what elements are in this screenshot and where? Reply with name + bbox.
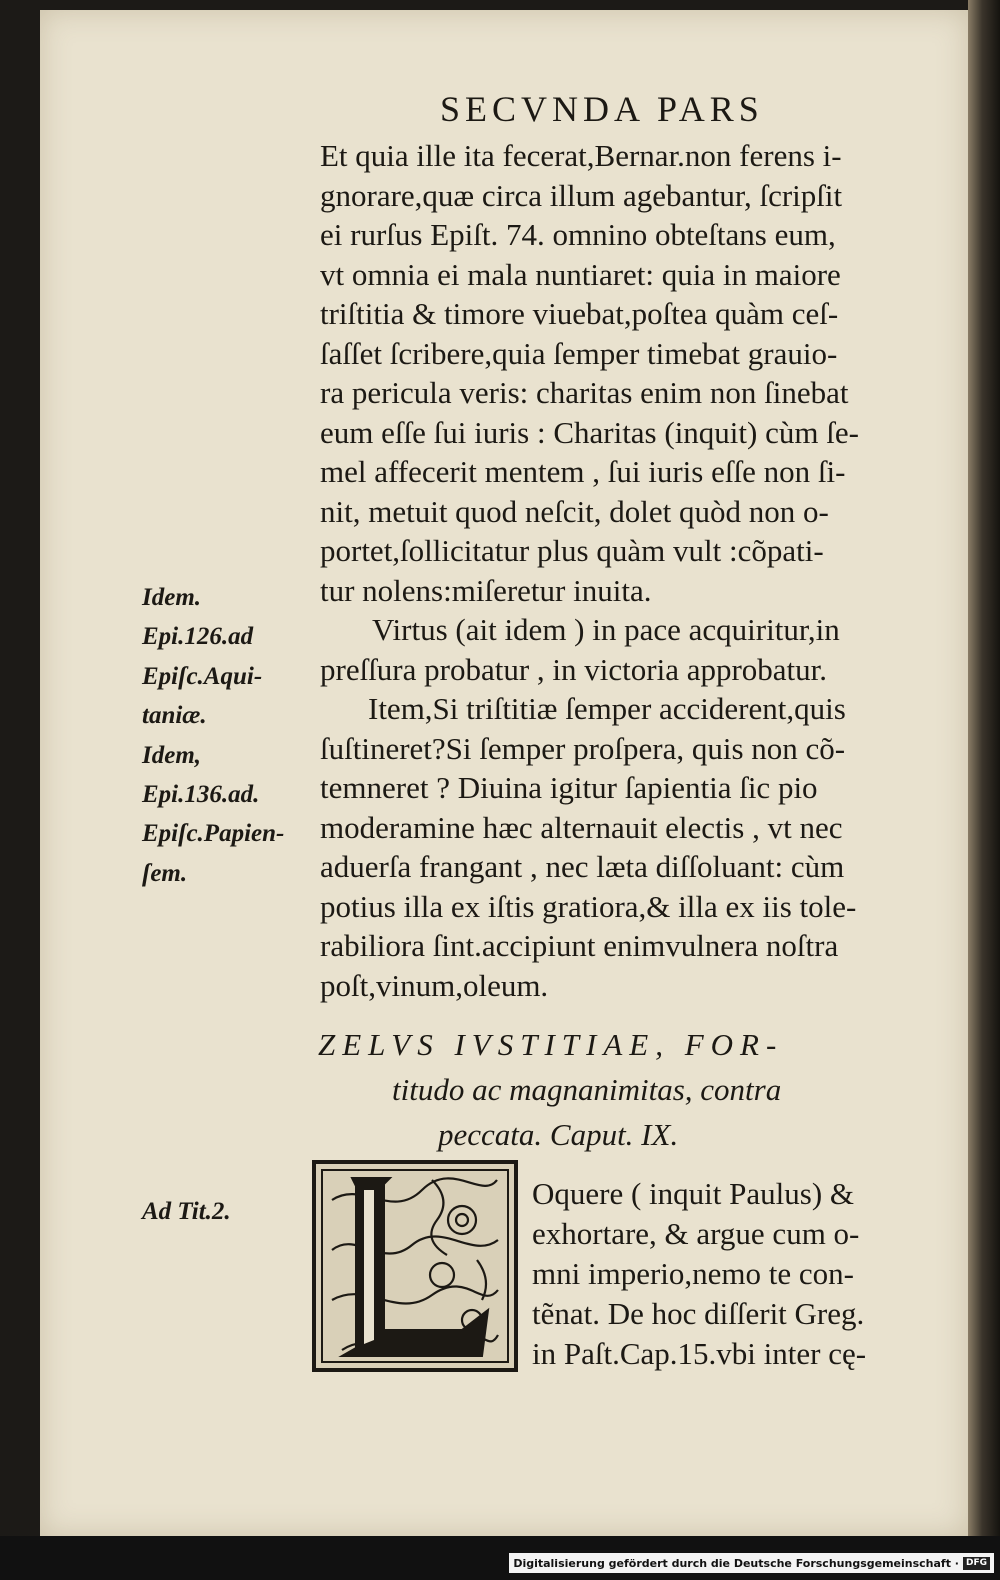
body-line: ra pericula veris: charitas enim non ſinebat [320,375,849,410]
body-line: mel affecerit mentem , ſui iuris eſſe non ſi- [320,454,846,489]
para-line: mni imperio,nemo te con- [532,1256,854,1291]
margin-note: Epi.136.ad. [142,781,260,809]
body-line: temneret ? Diuina igitur ſapientia ſic pio [320,770,818,805]
margin-note: Epi.126.ad [142,623,254,651]
heading-line-1: ZELVS IVSTITIAE, FOR- [318,1027,784,1062]
page-edge-shadow [968,0,1000,1545]
body-line: eum eſſe ſui iuris : Charitas (inquit) cùm ſe- [320,414,859,450]
body-line: potius illa ex iſtis gratiora,& illa ex iis tole- [320,888,857,924]
para-line: tẽnat. De hoc diſſerit Greg. [532,1296,865,1331]
margin-note: Idem. [142,584,202,611]
margin-note: ſem. [142,859,188,887]
decorated-initial-l [312,1160,518,1372]
body-line: ſuſtineret?Si ſemper proſpera, quis non cõ- [320,730,846,766]
margin-note: Epiſc.Papien- [142,820,285,848]
body-line: tur nolens:miſeretur inuita. [320,572,652,608]
para-line: in Paſt.Cap.15.vbi inter cę- [532,1336,867,1371]
running-head: SECVNDA PARS [440,89,764,129]
margin-notes [142,578,317,893]
body-line: portet,ſollicitatur plus quàm vult :cõpati- [320,533,824,568]
body-line: Virtus (ait idem ) in pace acquiritur,in [372,612,840,647]
digitization-footer [509,1553,994,1573]
dfg-logo: DFG [963,1557,990,1570]
body-line: ei rurſus Epiſt. 74. omnino obteſtans eum, [320,217,836,252]
body-line: aduerſa frangant , nec læta diſſoluant: cùm [320,849,845,884]
body-line: poſt,vinum,oleum. [320,967,549,1003]
heading-line-2: titudo ac magnanimitas, contra [392,1072,782,1107]
body-line: nit, metuit quod neſcit, dolet quòd non o- [320,493,829,529]
body-line: rabiliora ſint.accipiunt enimvulnera noſtra [320,928,839,963]
body-line: Et quia ille ita fecerat,Bernar.non ferens i- [320,138,842,173]
body-line: triſtitia & timore viuebat,poſtea quàm ceſ- [320,296,839,331]
body-text [320,136,932,1005]
para-line: exhortare, & argue cum o- [532,1216,860,1251]
margin-note: Idem, [142,741,202,769]
body-line: Item,Si triſtitiæ ſemper acciderent,quis [368,691,846,726]
body-line: moderamine hæc alternauit electis , vt nec [320,809,843,845]
body-line: ſaſſet ſcribere,quia ſemper timebat grauio- [320,335,838,371]
margin-note: taniæ. [142,702,207,730]
body-line: preſſura probatur , in victoria approbatur. [320,651,828,687]
paragraph-text [532,1174,932,1374]
footer-text: Digitalisierung gefördert durch die Deutsche Forschungsgemeinschaft · [513,1556,959,1570]
body-line: vt omnia ei mala nuntiaret: quia in maiore [320,256,841,292]
heading-line-3: peccata. Caput. IX. [438,1117,679,1152]
margin-note: Epiſc.Aqui- [142,662,263,690]
margin-note-ad-tit: Ad Tit.2. [142,1198,231,1225]
para-line: Oquere ( inquit Paulus) & [532,1176,855,1211]
chapter-heading [318,1022,938,1157]
body-line: gnorare,quæ circa illum agebantur, ſcripſit [320,177,843,213]
